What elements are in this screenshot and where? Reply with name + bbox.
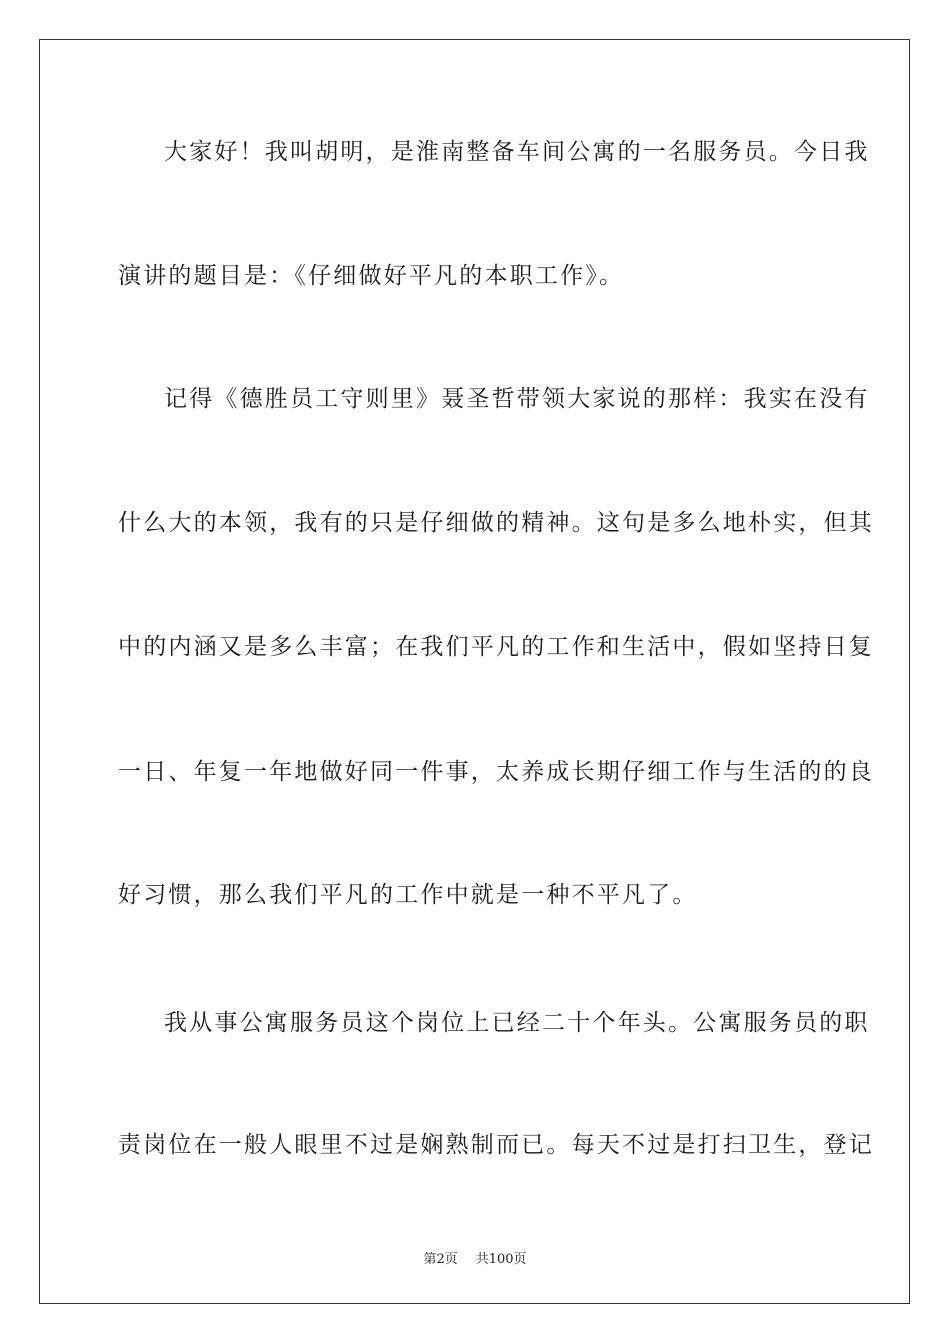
paragraph-2-line-1: 记得《德胜员工守则里》聂圣哲带领大家说的那样：我实在没有 bbox=[164, 386, 870, 412]
page-number: 第2页 bbox=[423, 1252, 458, 1267]
paragraph-3-line-1: 我从事公寓服务员这个岗位上已经二十个年头。公寓服务员的职 bbox=[164, 1010, 870, 1036]
paragraph-3-line-2: 责岗位在一般人眼里不过是娴熟制而已。每天不过是打扫卫生，登记 bbox=[118, 1132, 874, 1158]
paragraph-2-line-2: 什么大的本领，我有的只是仔细做的精神。这句是多么地朴实，但其 bbox=[118, 510, 874, 536]
paragraph-1-line-2: 演讲的题目是：《仔细做好平凡的本职工作》。 bbox=[118, 263, 625, 289]
paragraph-2-line-4: 一日、年复一年地做好同一件事，太养成长期仔细工作与生活的的良 bbox=[118, 759, 874, 785]
paragraph-1-line-1: 大家好！我叫胡明，是淮南整备车间公寓的一名服务员。今日我 bbox=[164, 139, 870, 165]
paragraph-2-line-3: 中的内涵又是多么丰富；在我们平凡的工作和生活中，假如坚持日复 bbox=[118, 634, 874, 660]
page-total: 共100页 bbox=[475, 1252, 527, 1267]
page-border bbox=[39, 39, 910, 1304]
paragraph-2-line-5: 好习惯，那么我们平凡的工作中就是一种不平凡了。 bbox=[118, 882, 698, 908]
page-footer bbox=[0, 1248, 950, 1267]
